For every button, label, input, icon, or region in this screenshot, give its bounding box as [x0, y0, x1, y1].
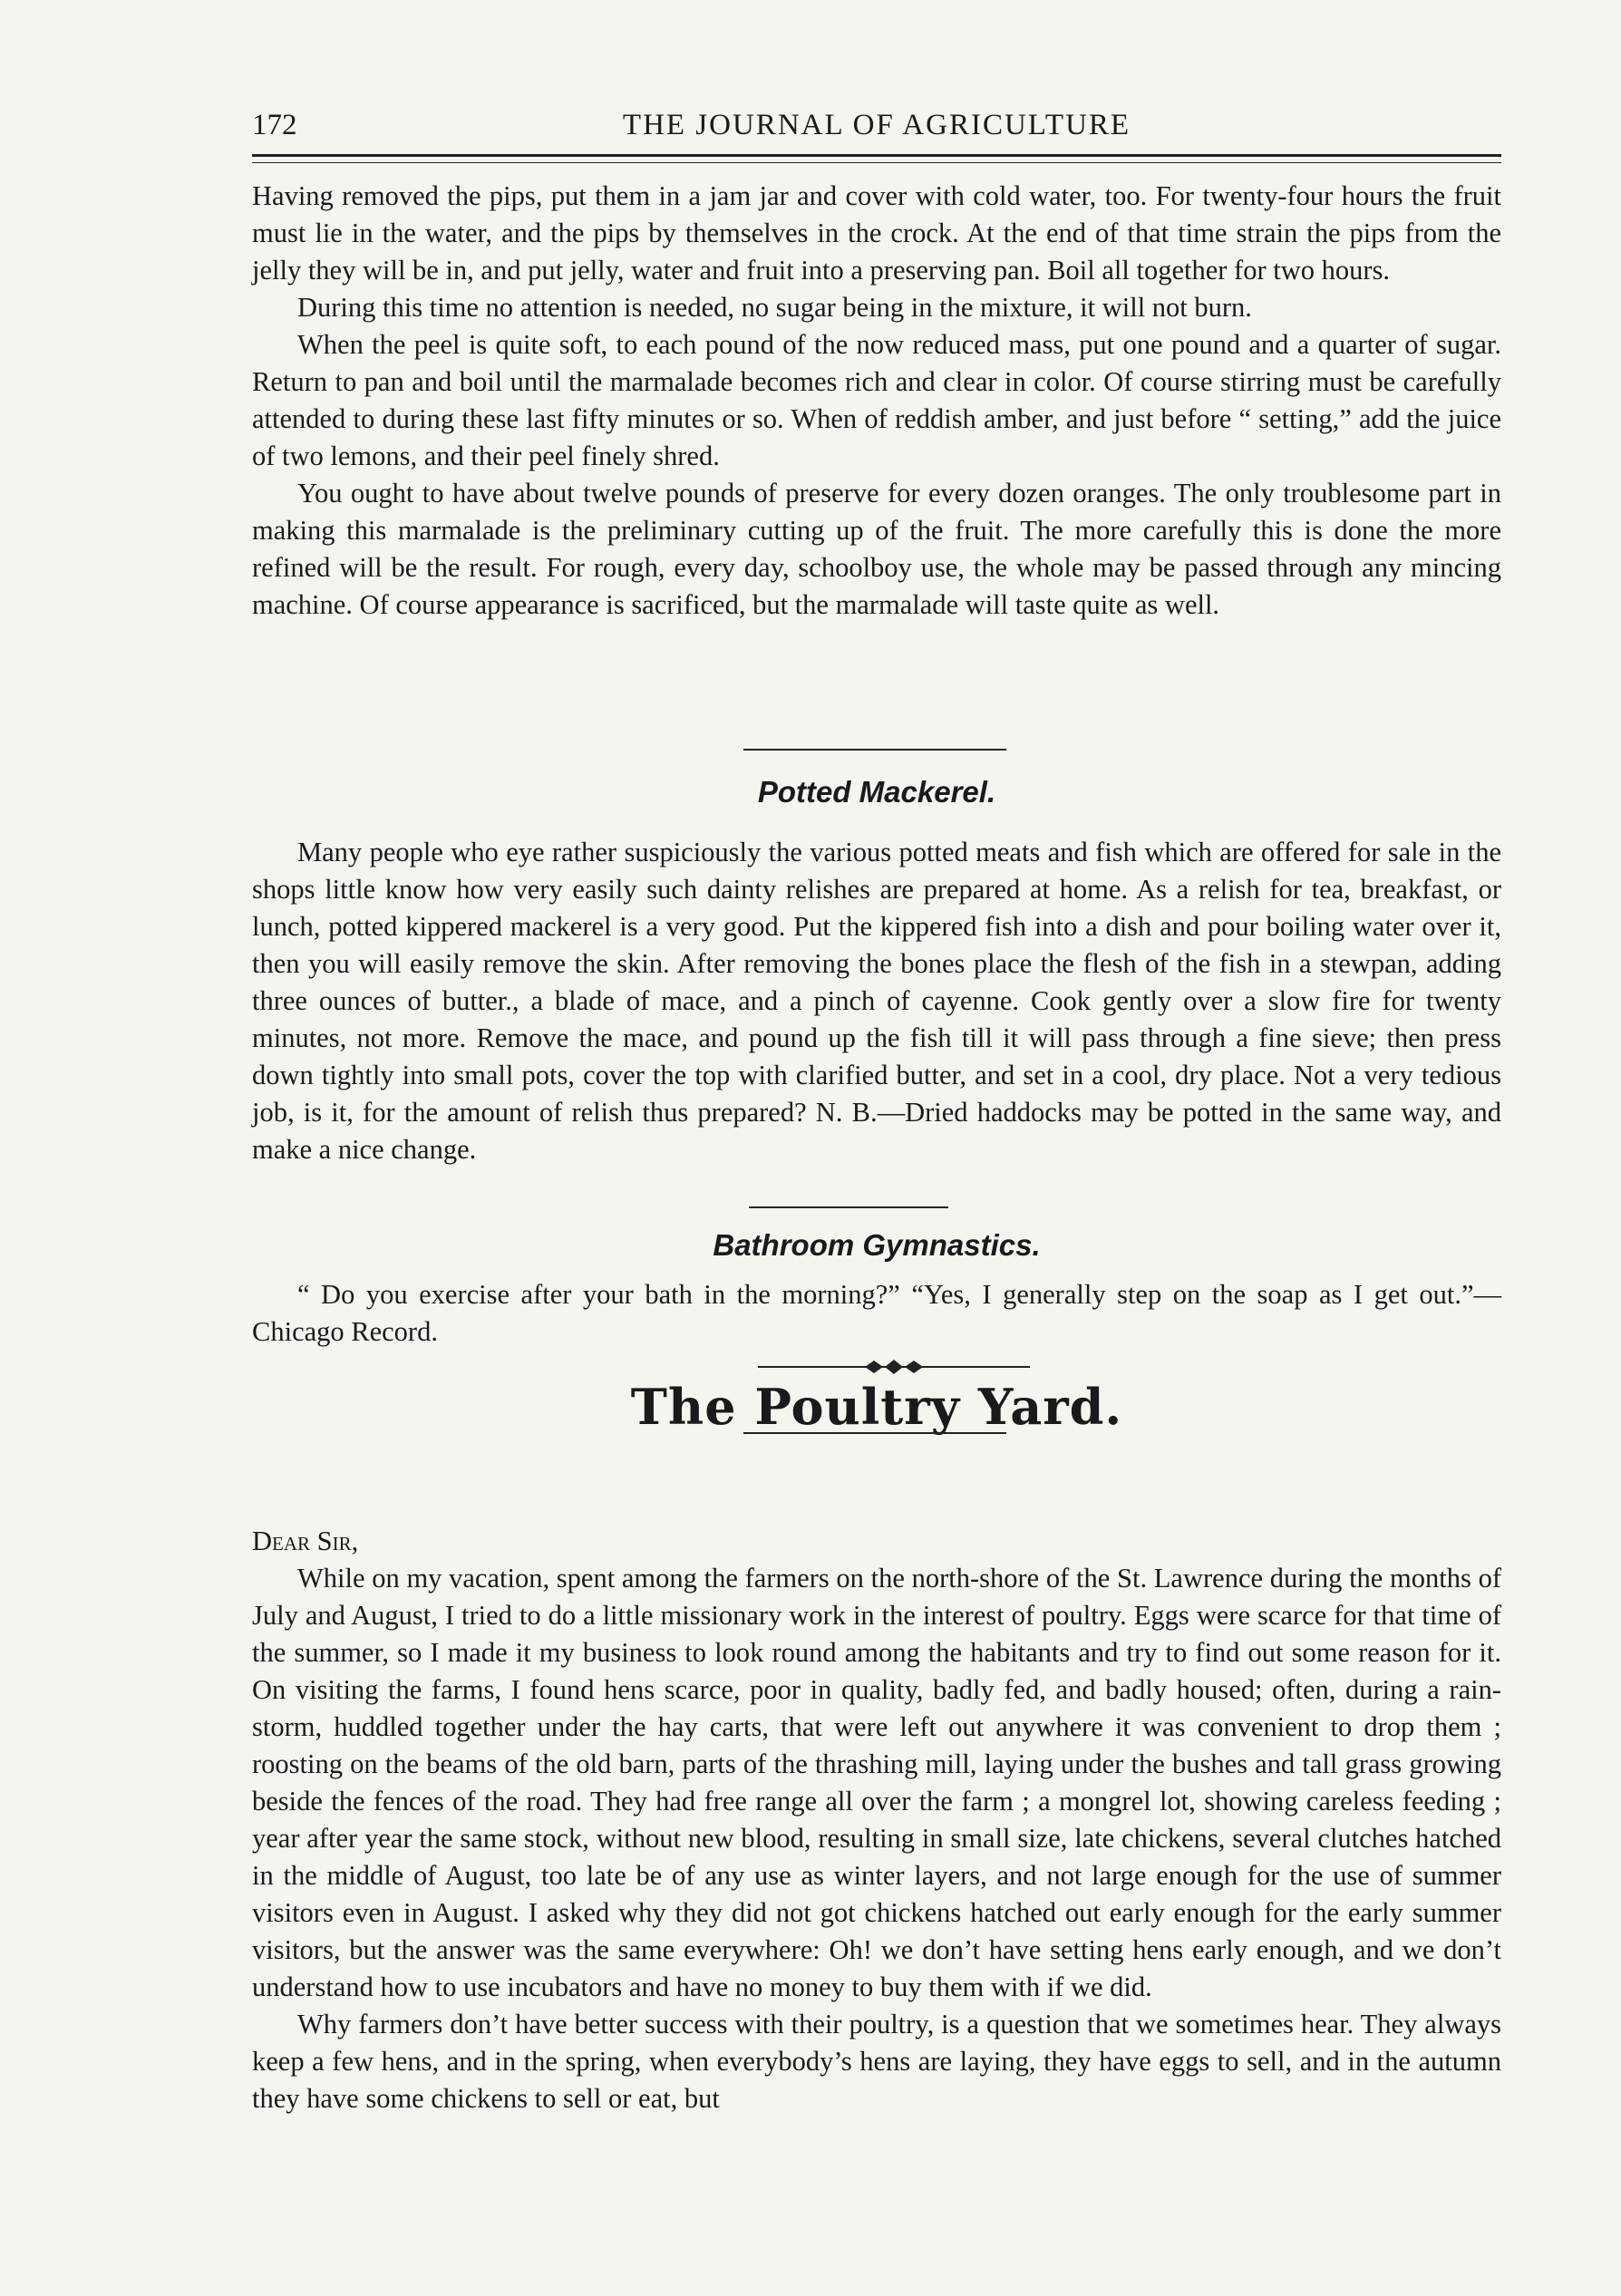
section-heading-potted-mackerel: Potted Mackerel.	[757, 775, 996, 809]
paragraph: While on my vacation, spent among the farmers on the north-shore of the St. Lawrence during the months of July and August, I tried to do a little missionary work in the interest of poultry. Eggs were scarce for that time of the summer, so I made it my business to look round among the habitants and try to find out some reason for it. On visiting the farms, I found hens scarce, poor in quality, badly fed, and badly housed; often, during a rain-storm, huddled together under the hay carts, that were left out anywhere it was convenient to drop them ; roosting on the beams of the old barn, parts of the thrashing mill, laying under the bushes and tall grass growing beside the fences of the road. They had free range all over the farm ; a mongrel lot, showing careless feeding ; year after year the same stock, without new blood, resulting in small size, late chickens, several clutches hatched in the middle of August, too late be of any use as winter layers, and not large enough for the use of summer visitors even in August. I asked why they did not got chickens hatched out early enough for the early summer visitors, but the answer was the same everywhere: Oh! we don’t have setting hens early enough, and we don’t understand how to use incubators and have no money to buy them with if we did.	[252, 1563, 1501, 2002]
section-heading-bathroom-gymnastics: Bathroom Gymnastics.	[713, 1228, 1041, 1262]
section-divider	[743, 749, 1006, 751]
ornament-divider-icon	[758, 1356, 1030, 1378]
header-rule	[252, 154, 1501, 163]
poultry-yard-letter	[252, 1523, 1501, 2117]
marmalade-continuation	[252, 178, 1501, 624]
paragraph: You ought to have about twelve pounds of preserve for every dozen oranges. The only troublesome part in making this marmalade is the preliminary cutting up of the fruit. The more carefully this is done the more refined will be the result. For rough, every day, schoolboy use, the whole may be passed through any mincing machine. Of course appearance is sacrificed, but the marmalade will taste quite as well.	[252, 478, 1501, 620]
page-number: 172	[252, 109, 297, 141]
letter-salutation: Dear Sir,	[252, 1526, 359, 1556]
potted-mackerel-article	[252, 834, 1501, 1168]
paragraph: When the peel is quite soft, to each pound of the now reduced mass, put one pound and a quarter of sugar. Return to pan and boil until the marmalade becomes rich and clear in color. Of course stirring must be carefully attended to during these last fifty minutes or so. When of reddish amber, and just before “ setting,” add the juice of two lemons, and their peel finely shred.	[252, 329, 1501, 471]
section-divider	[749, 1206, 948, 1208]
paragraph: “ Do you exercise after your bath in the morning?” “Yes, I generally step on the soap as I get out.”—Chicago Record.	[252, 1279, 1501, 1347]
paragraph: Having removed the pips, put them in a jam jar and cover with cold water, too. For twenty-four hours the fruit must lie in the water, and the pips by themselves in the crock. At the end of that time strain the pips from the jelly they will be in, and put jelly, water and fruit into a preserving pan. Boil all together for two hours.	[252, 180, 1501, 286]
paragraph: Why farmers don’t have better success with their poultry, is a question that we sometimes hear. They always keep a few hens, and in the spring, when everybody’s hens are laying, they have eggs to sell, and in the autumn they have some chickens to sell or eat, but	[252, 2009, 1501, 2114]
paragraph: During this time no attention is needed, no sugar being in the mixture, it will not burn.	[297, 292, 1252, 323]
bathroom-gymnastics-article	[252, 1276, 1501, 1351]
page-header	[252, 109, 1501, 150]
paragraph: Many people who eye rather suspiciously the various potted meats and fish which are offered for sale in the shops little know how very easily such dainty relishes are prepared at home. As a relish for tea, breakfast, or lunch, potted kippered mackerel is a very good. Put the kippered fish into a dish and pour boiling water over it, then you will easily remove the skin. After removing the bones place the flesh of the fish in a stewpan, adding three ounces of butter., a blade of mace, and a pinch of cayenne. Cook gently over a slow fire for twenty minutes, not more. Remove the mace, and pound up the fish till it will pass through a fine sieve; then press down tightly into small pots, cover the top with clarified butter, and set in a cool, dry place. Not a very tedious job, is it, for the amount of relish thus prepared? N. B.—Dried haddocks may be potted in the same way, and make a nice change.	[252, 837, 1501, 1165]
section-title-poultry-yard: The Poultry Yard.	[630, 1378, 1123, 1436]
section-divider	[743, 1432, 1006, 1434]
running-title: THE JOURNAL OF AGRICULTURE	[622, 109, 1131, 141]
